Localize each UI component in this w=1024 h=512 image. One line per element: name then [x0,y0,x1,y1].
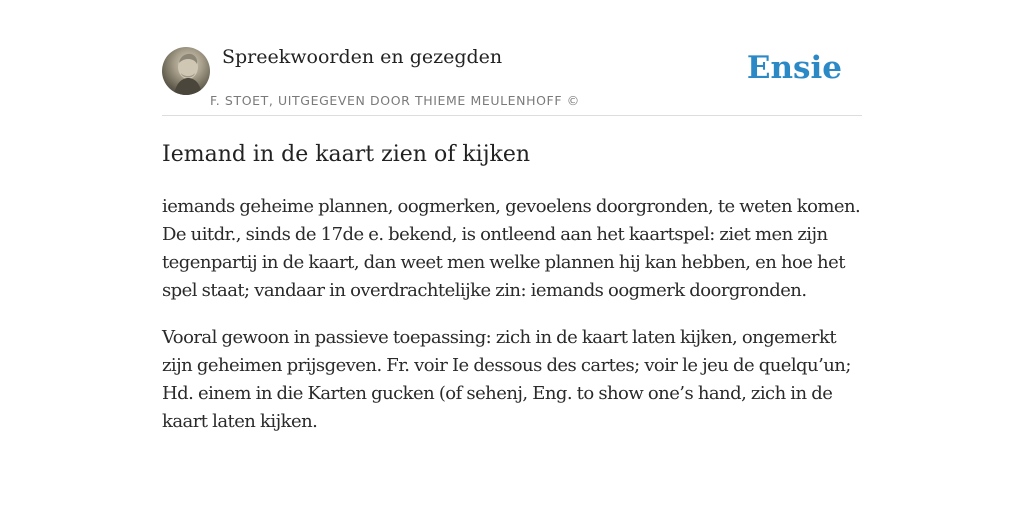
source-credit: F. STOET, UITGEGEVEN DOOR THIEME MEULENHOFF © [210,93,580,108]
entry-card [162,40,862,436]
entry-header [162,40,862,116]
entry-paragraph: Vooral gewoon in passieve toepassing: zich in de kaart laten kijken, ongemerkt zijn geheimen prijsgeven. Fr. voir Ie dessous des cartes; voir le jeu de quelqu’un; Hd. einem in die Karten gucken (of sehenj, Eng. to show one’s hand, zich in de kaart laten kijken. [162,327,851,432]
entry-paragraph: iemands geheime plannen, oogmerken, gevoelens doorgronden, te weten komen. De uitdr., sinds de 17de e. bekend, is ontleend aan het kaartspel: ziet men zijn tegenpartij in de kaart, dan weet men welke plannen hij kan hebben, en hoe het spel staat; vandaar in overdrachtelijke zin: iemands oogmerk doorgronden. [162,196,861,301]
ensie-logo[interactable]: Ensie [746,50,842,86]
entry-title: Iemand in de kaart zien of kijken [162,142,531,167]
author-portrait-icon[interactable] [162,47,210,95]
source-title[interactable]: Spreekwoorden en gezegden [222,46,503,68]
